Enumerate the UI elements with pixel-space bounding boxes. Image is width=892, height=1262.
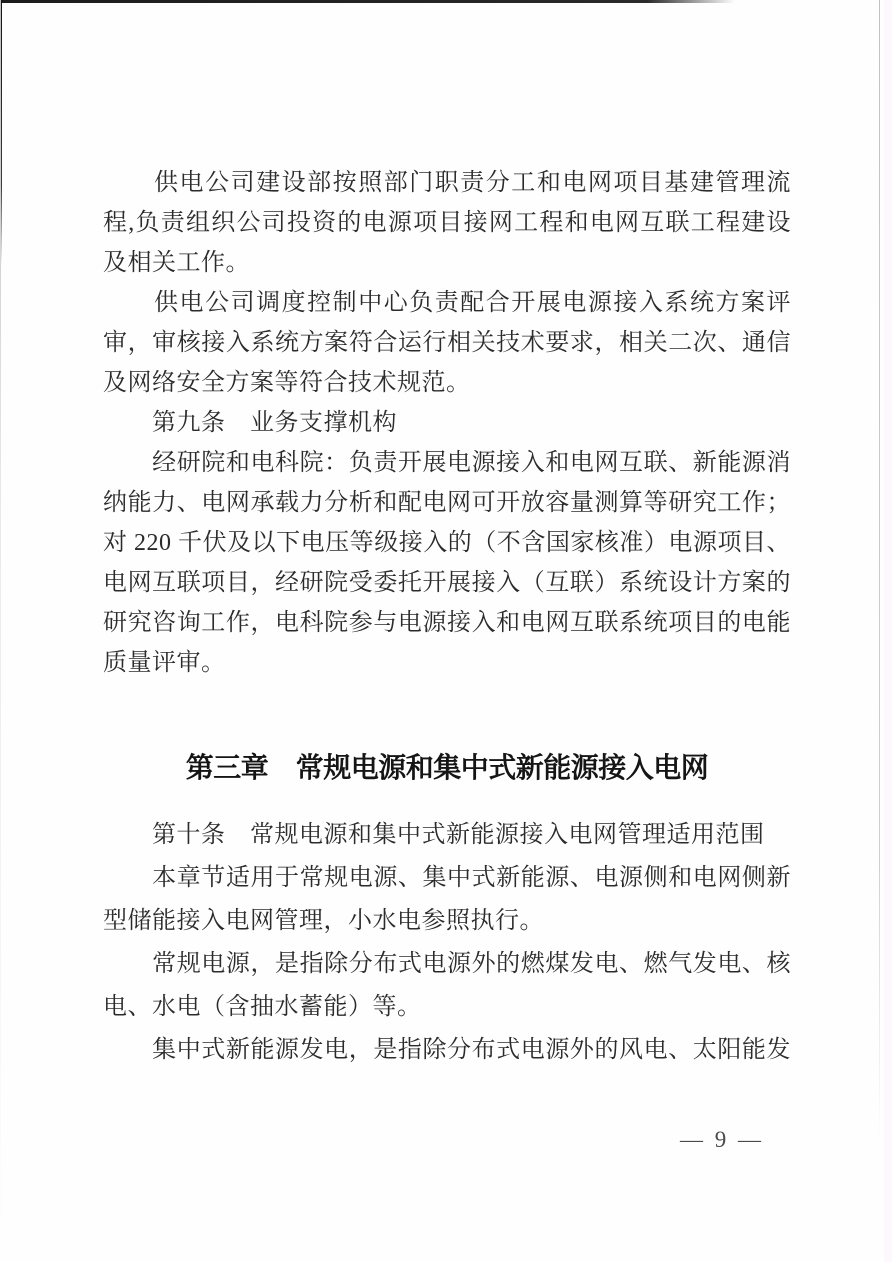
article-10-heading-line: 第十条 常规电源和集中式新能源接入电网管理适用范围	[103, 822, 765, 848]
body-section-2	[103, 814, 791, 1072]
text-line: 型储能接入电网管理，小水电参照执行。	[103, 908, 544, 934]
chapter-3-heading: 第三章 常规电源和集中式新能源接入电网	[185, 752, 709, 783]
text-line: 研究咨询工作，电科院参与电源接入和电网互联系统项目的电能	[103, 610, 791, 636]
text-line: 供电公司建设部按照部门职责分工和电网项目基建管理流	[103, 170, 791, 196]
text-line: 纳能力、电网承载力分析和配电网可开放容量测算等研究工作；	[103, 490, 791, 516]
text-line: 审，审核接入系统方案符合运行相关技术要求，相关二次、通信	[103, 330, 791, 356]
page-number: — 9 —	[680, 1127, 764, 1152]
text-line: 及相关工作。	[103, 250, 250, 276]
text-line: 供电公司调度控制中心负责配合开展电源接入系统方案评	[103, 290, 791, 316]
text-line: 经研院和电科院：负责开展电源接入和电网互联、新能源消	[103, 450, 791, 476]
text-line: 常规电源，是指除分布式电源外的燃煤发电、燃气发电、核	[103, 951, 791, 977]
text-line: 电网互联项目，经研院受委托开展接入（互联）系统设计方案的	[103, 570, 791, 596]
text-line: 本章节适用于常规电源、集中式新能源、电源侧和电网侧新	[103, 865, 791, 891]
article-9-heading-line: 第九条 业务支撑机构	[103, 410, 397, 436]
text-line: 集中式新能源发电，是指除分布式电源外的风电、太阳能发	[103, 1037, 791, 1063]
scan-edge-right-line	[879, 0, 880, 1140]
scan-edge-left-faint	[0, 0, 1, 1262]
scan-edge-top	[0, 0, 735, 3]
body-section-1	[103, 163, 791, 683]
text-line: 电、水电（含抽水蓄能）等。	[103, 994, 422, 1020]
text-line: 程,负责组织公司投资的电源项目接网工程和电网互联工程建设	[103, 210, 791, 236]
scan-edge-right-tint	[884, 0, 892, 1262]
text-line: 质量评审。	[103, 650, 226, 676]
text-line: 对 220 千伏及以下电压等级接入的（不含国家核准）电源项目、	[103, 530, 791, 556]
text-line: 及网络安全方案等符合技术规范。	[103, 370, 471, 396]
